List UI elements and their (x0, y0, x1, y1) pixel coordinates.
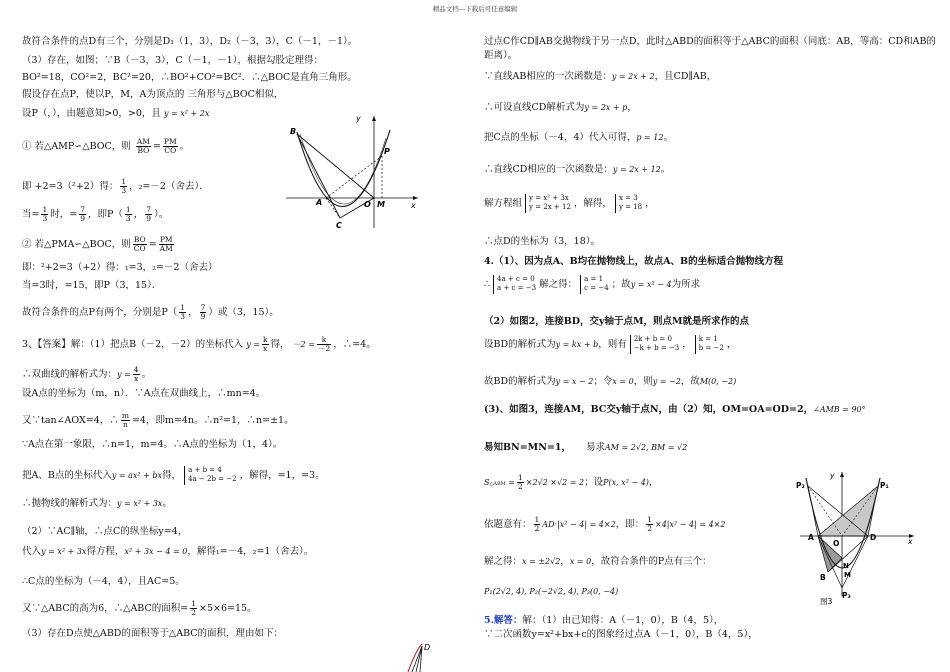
fraction: $\frac{7}{9}$ (146, 205, 151, 223)
equation-system: 2k + b = 0 −k + b = −3 (630, 335, 680, 354)
text-line: ∴直线CD相应的一次函数是：y = 2x + 12。 (484, 164, 671, 175)
figure-partial-bottom (402, 640, 442, 672)
text-line: 当= $\frac{1}{3}$ 时，= $\frac{7}{9}$ ，即P（ $\frac{1}{3}$ ， $\frac{7}{9}$ ）。 (22, 205, 169, 223)
text-line: ∴可设直线CD解析式为y = 2x + p， (484, 102, 637, 113)
label-m: M (377, 200, 385, 209)
fraction: $\frac{1}{3}$ (125, 205, 131, 223)
text-line: 距离）。 (484, 50, 518, 61)
fraction: $\frac{4}{x}$ (133, 365, 139, 383)
text-line: 即 +2=3（²+2）得： $\frac{1}{3}$ ，₂=－2（舍去）． (22, 177, 209, 195)
text: 设P（，），由题意知>0，>0，且 (22, 108, 161, 119)
text-line: ∵A点在第一象限，∴n=1，m=4。∴A点的坐标为（1，4）。 (22, 439, 283, 450)
text-line: 解方程组 y = x² + 3x y = 2x + 12 ，解得， x = 3 y = 18 ， (484, 194, 655, 212)
fraction: $\frac{1}{3}$ (121, 177, 127, 195)
fraction: $\frac{k}{x}$ (262, 335, 268, 353)
text-line: BO²=18，CO²=2，BC²=20，∴BO²+CO²=BC²．∴△BOC是直角三角形。 (22, 72, 357, 83)
fraction: $\frac{1}{2}$ (191, 599, 196, 617)
fraction: $\frac{k}{-2}$ (317, 335, 331, 353)
text: ① 若△AMP∽△BOC，则 (22, 140, 131, 152)
text-line: 代入y = x² + 3x得方程，x² + 3x − 4 = 0，解得₁=－4，₂=1（舍去）。 (22, 546, 314, 557)
text-line: S△ABM = $\frac{1}{2}$ ×2√2 ×√2 = 2；设P(x, x² − 4)， (484, 473, 659, 491)
parabola-curve-thick (300, 134, 386, 204)
equation-system: 4a + c = 0 a + c = −3 (493, 275, 536, 294)
fraction: $\frac{7}{9}$ (80, 205, 85, 223)
text-line: 把C点的坐标（－4，4）代入可得，p = 12。 (484, 132, 673, 143)
text-line: 当=3时，=15，即P（3，15）． (22, 280, 162, 291)
label-d: D (424, 643, 431, 652)
segment-ac (326, 198, 340, 218)
text-line: 又∵tan∠AOX=4，∴ $\frac{m}{n}$ =4，即m=4n。∴n²=1，∴n=±1。 (22, 411, 294, 429)
text-line: ∴点D的坐标为（3，18）。 (484, 236, 600, 247)
text-line: （3）存在，如图；∵B（－3，3），C（－1，－1），根据勾股定理得： (22, 55, 323, 66)
label-b: B (820, 573, 826, 582)
label-y: y (356, 114, 361, 123)
text-line: （3）存在D点使△ABD的面积等于△ABC的面积，理由如下： (22, 628, 284, 639)
text-line: 假设存在点P，使以P，M，A为顶点的 三角形与△BOC相似， (22, 89, 284, 100)
text-line: 解之得：x = ±2√2，x = 0，故符合条件的P点有三个： (484, 556, 712, 567)
label-x: x (908, 537, 913, 546)
label-a: A (316, 198, 323, 207)
text-line: （2）如图2，连接BD，交y轴于点M，则点M就是所求作的点 (484, 316, 750, 327)
label-p2: P₂ (796, 481, 805, 490)
text-line: ∴ 4a + c = 0 a + c = −3 解之得： a = 1 c = −4 ；故y = x² − 4为所求 (484, 275, 701, 293)
text-line: ② 若△PMA∽△BOC，则 $\frac{BO}{CO}$ = $\frac{PM}{AM}$ (22, 235, 173, 253)
label-x: x (411, 201, 416, 210)
label-o: O (364, 200, 371, 209)
label-b: B (290, 127, 297, 136)
y-axis-arrow (372, 116, 376, 121)
label-a: A (808, 533, 814, 542)
text-line: ∵直线AB相应的一次函数是：y = 2x + 2，且CD∥AB， (484, 71, 717, 82)
partial-curve (408, 644, 422, 672)
label-y: y (830, 471, 835, 480)
label-o: O (833, 539, 840, 548)
label-d: D (870, 533, 877, 542)
text-line: ∴C点的坐标为（－4，4），且AC=5。 (22, 576, 185, 587)
text-line: 4.（1）、因为点A、B均在抛物线上，故点A、B的坐标适合抛物线方程 (484, 256, 784, 267)
fraction: $\frac{1}{2}$ (517, 473, 523, 491)
fraction: $\frac{1}{3}$ (42, 205, 48, 223)
text-line: 又∵△ABC的高为6，∴△ABC的面积= $\frac{1}{2}$ ×5×6=15。 (22, 599, 257, 617)
label-p: P (384, 147, 390, 156)
text-line: 易知BN=MN=1， 易求AM = 2√2, BM = √2 (484, 442, 688, 453)
page-header: 精品文档---下载后可任意编辑 (432, 5, 518, 13)
fraction: $\frac{BO}{CO}$ (133, 235, 146, 253)
shaded-triangle-p1 (818, 486, 878, 536)
equation: y = x² + 2x (163, 109, 210, 118)
label-p1: P₁ (880, 481, 889, 490)
y-axis-arrow (840, 472, 844, 477)
label-c: C (336, 221, 342, 230)
solution-system: x = 3 y = 18 (615, 194, 642, 213)
fraction: $\frac{1}{2}$ (647, 515, 652, 533)
text-line: 故符合条件的点P有两个，分别是P（ $\frac{1}{3}$ ， $\frac{7}{9}$ ）或（3，15）。 (22, 303, 279, 321)
figure-3 (790, 468, 920, 608)
text-line: ∴抛物线的解析式为：y = x² + 3x。 (22, 498, 172, 509)
text-line: 过点C作CD∥AB交抛物线于另一点D，此时△ABD的面积等于△ABC的面积（同底：AB，等高：CD和AB的 (484, 36, 936, 47)
solution-system: k = 1 b = −2 (695, 335, 724, 354)
text-line: 设BD的解析式为y = kx + b，则有 2k + b = 0 −k + b = −3 ， k = 1 b = −2 ， (484, 335, 737, 353)
text-line: 5.解答：解：（1）由已知得：A（－1，0），B（4，5）， (484, 615, 724, 626)
fraction: $\frac{m}{n}$ (121, 411, 129, 429)
text-line: 3、【答案】解：（1）把点B（－2，－2）的坐标代入 y = $\frac{k}{x}$ 得， －2 = $\frac{k}{-2}$ ，∴=4。 (22, 335, 376, 353)
figure-parabola-1 (282, 112, 422, 232)
label-n: N (843, 562, 849, 570)
fraction: $\frac{PM}{CO}$ (163, 137, 177, 155)
solution-system: a = 1 c = −4 (580, 275, 609, 294)
x-axis-arrow (413, 196, 418, 200)
text-line: (3)、如图3，连接AM，BC交y轴于点N，由（2）知，OM=OA=OD=2，∠AMB = 90° (484, 404, 866, 415)
text-line: 设A点的坐标为（m，n）．∵A点在双曲线上，∴mn=4。 (22, 388, 266, 399)
parabola-curve (297, 130, 390, 207)
label-m: M (844, 571, 851, 579)
text-line: P₁(2√2, 4), P₂(−2√2, 4), P₃(0, −4) (484, 587, 619, 596)
text-line: 故符合条件的点D有三个，分别是D₁（1，3），D₂（－3，3），C（－1，－1）。 (22, 36, 358, 47)
equation-system: a + b = 4 4a − 2b = −2 (184, 466, 237, 485)
text-line: ∵二次函数y=x²+bx+c的图象经过点A（－1，0），B（4，5）， (484, 629, 758, 640)
figure-caption: 图3 (820, 597, 833, 606)
text-line: 即：²+2=3（+2）得：₁=3，₂=－2（舍去） (22, 262, 218, 273)
text-line: 故BD的解析式为y = x − 2；令x = 0，则y = −2，故M(0, −2) (484, 376, 737, 387)
text-line (22, 108, 209, 120)
fraction: $\frac{1}{3}$ (180, 303, 186, 321)
fraction: $\frac{AM}{BO}$ (136, 137, 150, 155)
text-line: ∴双曲线的解析式为：y = $\frac{4}{x}$ 。 (22, 365, 152, 383)
label-p3: P₃ (842, 591, 851, 600)
text-line: 把A、B点的坐标代入y = ax² + bx得， a + b = 4 4a − 2b = −2 ，解得，=1，=3。 (22, 466, 325, 484)
text-line: ① 若△AMP∽△BOC，则 $\frac{AM}{BO}$ = $\frac{PM}{CO}$ 。 (22, 137, 190, 155)
fraction: $\frac{PM}{AM}$ (159, 235, 173, 253)
text-line: 依题意有： $\frac{1}{2}$ AD·|x² − 4| = 4×2，即： $\frac{1}{2}$ ×4|x² − 4| = 4×2 (484, 515, 726, 533)
fraction: $\frac{1}{2}$ (534, 515, 540, 533)
equation-system: y = x² + 3x y = 2x + 12 (525, 194, 571, 213)
text-line: （2）∵AC∥轴，∴点C的纵坐标y=4， (22, 526, 188, 537)
fraction: $\frac{7}{9}$ (200, 303, 206, 321)
